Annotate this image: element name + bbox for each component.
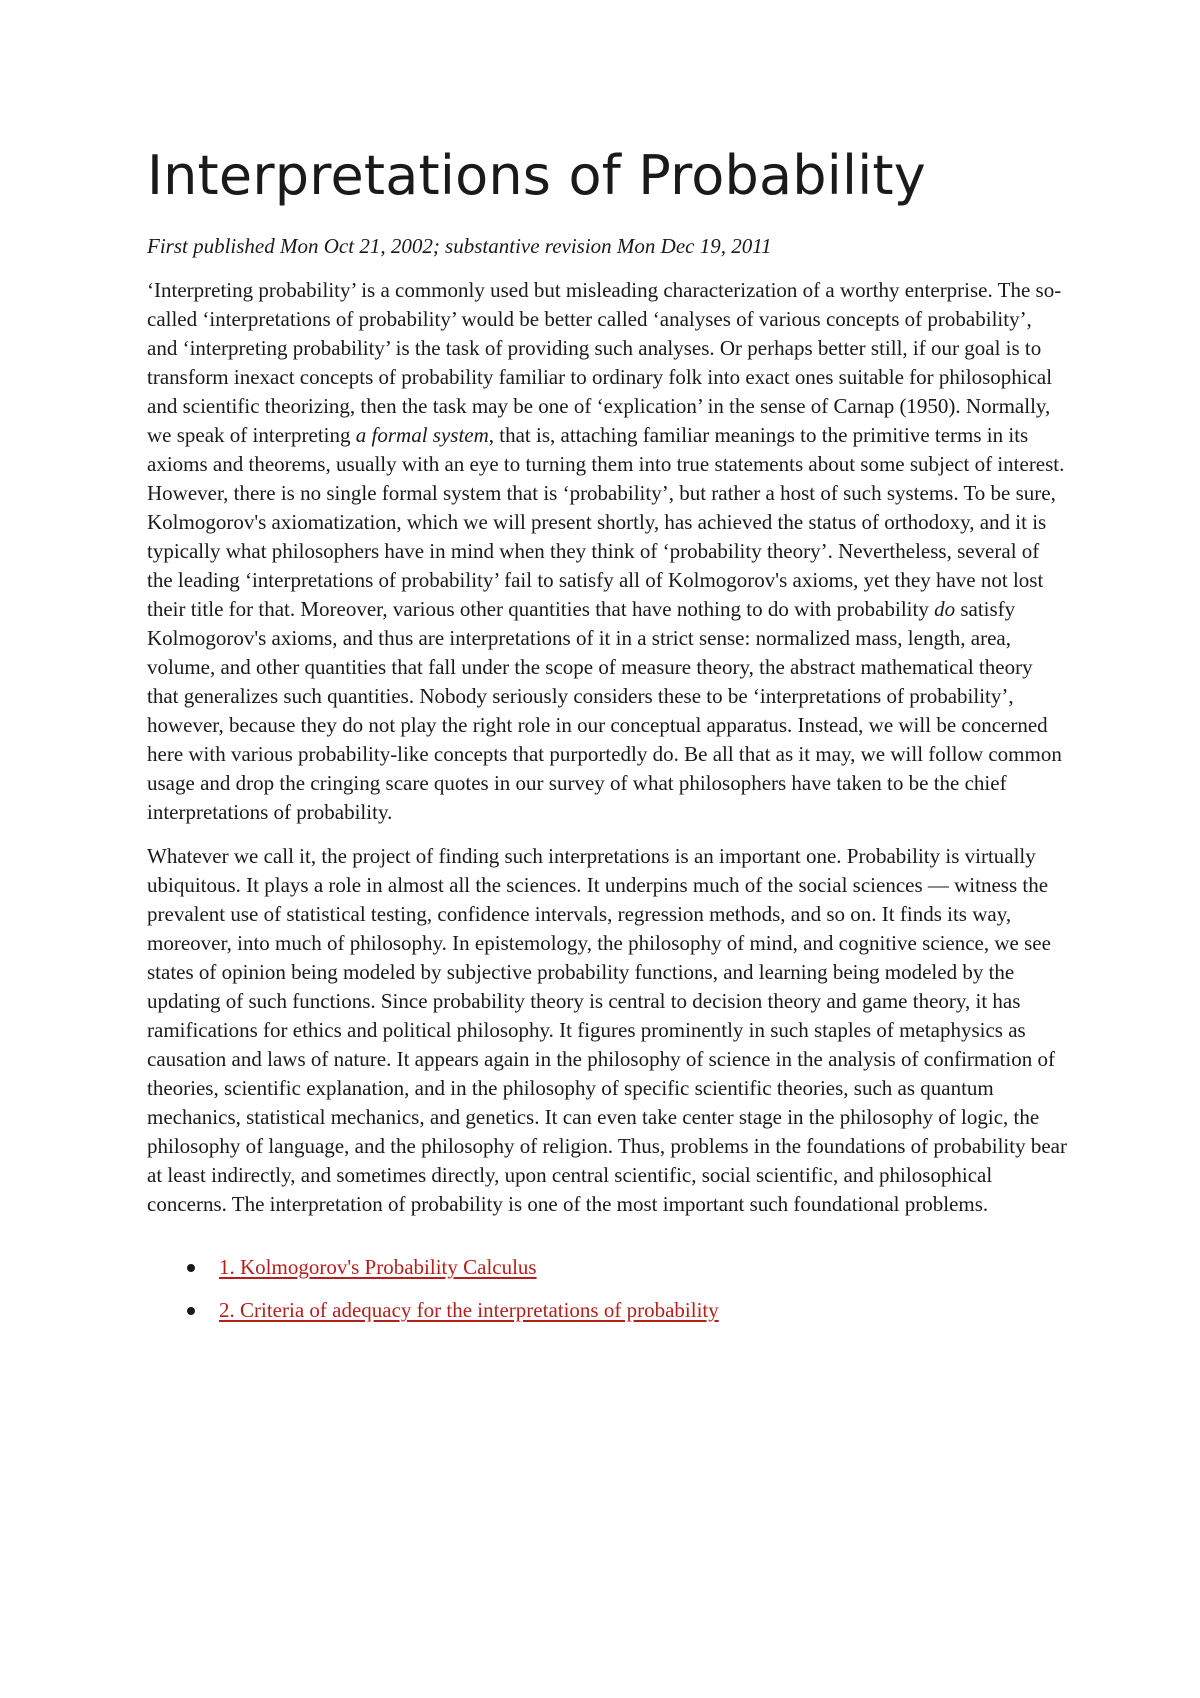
intro-text-part-2: , that is, attaching familiar meanings to the primitive terms in its axioms and theorems, usually with an eye to turning them into true statements about some subject of interest. However, there is no single formal system that is ‘probability’, but rather a host of such systems. To be sure, Kolmogorov's axiomatization, which we will present shortly, has achieved the status of orthodoxy, and it is typically what philosophers have in mind when they think of ‘probability theory’. Nevertheless, several of the leading ‘interpretations of probability’ fail to satisfy all of Kolmogorov's axioms, yet they have not lost their title for that. Moreover, various other quantities that have nothing to do with probability [147,423,1065,621]
toc-item [147,1296,1067,1325]
bullet-icon [187,1264,195,1272]
intro-text-part-3: satisfy Kolmogorov's axioms, and thus are interpretations of it in a strict sense: normalized mass, length, area, volume, and other quantities that fall under the scope of measure theory, the abstract mathematical theory that generalizes such quantities. Nobody seriously considers these to be ‘interpretations of probability’, however, because they do not play the right role in our conceptual apparatus. Instead, we will be concerned here with various probability-like concepts that purportedly do. Be all that as it may, we will follow common usage and drop the cringing scare quotes in our survey of what philosophers have taken to be the chief interpretations of probability. [147,597,1062,824]
toc-item [147,1253,1067,1282]
bullet-icon [187,1307,195,1315]
intro-text-part-1: ‘Interpreting probability’ is a commonly used but misleading characterization of a worthy enterprise. The so-called ‘interpretations of probability’ would be better called ‘analyses of various concepts of probability’, and ‘interpreting probability’ is the task of providing such analyses. Or perhaps better still, if our goal is to transform inexact concepts of probability familiar to ordinary folk into exact ones suitable for philosophical and scientific theorizing, then the task may be one of ‘explication’ in the sense of Carnap (1950). Normally, we speak of interpreting [147,278,1062,447]
intro-emphasis-formal-system: a formal system [355,423,489,447]
toc-link-kolmogorov-calculus[interactable]: 1. Kolmogorov's Probability Calculus [219,1255,537,1279]
table-of-contents [147,1253,1067,1325]
publication-info: First published Mon Oct 21, 2002; substantive revision Mon Dec 19, 2011 [147,234,772,258]
intro-emphasis-do: do [934,597,956,621]
toc-link-criteria-of-adequacy[interactable]: 2. Criteria of adequacy for the interpretations of probability [219,1298,719,1322]
document-page [147,140,1067,1339]
importance-paragraph: Whatever we call it, the project of finding such interpretations is an important one. Probability is virtually ubiquitous. It plays a role in almost all the sciences. It underpins much of the social sciences — witness the prevalent use of statistical testing, confidence intervals, regression methods, and so on. It finds its way, moreover, into much of philosophy. In epistemology, the philosophy of mind, and cognitive science, we see states of opinion being modeled by subjective probability functions, and learning being modeled by the updating of such functions. Since probability theory is central to decision theory and game theory, it has ramifications for ethics and political philosophy. It figures prominently in such staples of metaphysics as causation and laws of nature. It appears again in the philosophy of science in the analysis of confirmation of theories, scientific explanation, and in the philosophy of specific scientific theories, such as quantum mechanics, statistical mechanics, and genetics. It can even take center stage in the philosophy of logic, the philosophy of language, and the philosophy of religion. Thus, problems in the foundations of probability bear at least indirectly, and sometimes directly, upon central scientific, social scientific, and philosophical concerns. The interpretation of probability is one of the most important such foundational problems. [147,844,1067,1216]
page-title: Interpretations of Probability [147,144,926,207]
intro-paragraph [147,276,1067,827]
